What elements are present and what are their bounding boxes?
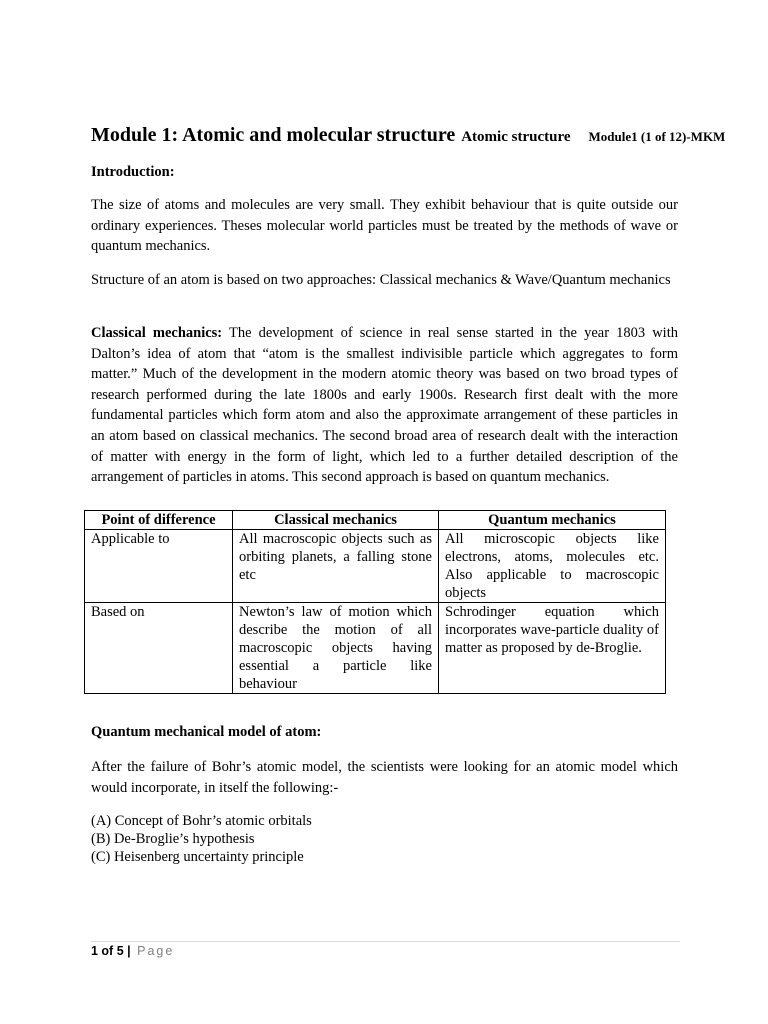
page-label: Page bbox=[137, 944, 175, 958]
module-reference: Module1 (1 of 12)-MKM bbox=[588, 129, 726, 144]
classical-mechanics-text: The development of science in real sense started in the year 1803 with Dalton’s idea of atom that “atom is the smallest indivisible particle which aggregates to form matter.” Much of the development in the modern atomic theory was based on two broad types of research performed during the late 1800s and early 1900s. Research first dealt with the more fundamental particles which form atom and also the approximate arrangement of these particles in an atom based on classical mechanics. The second broad area of research dealt with the interaction of matter with energy in the form of light, which led to a further detailed description of the arrangement of particles in atoms. This second approach is based on quantum mechanics. bbox=[91, 325, 678, 486]
title-line bbox=[91, 124, 726, 147]
introduction-paragraph-2: Structure of an atom is based on two approaches: Classical mechanics & Wave/Quantum mechanics bbox=[91, 272, 671, 288]
classical-mechanics-paragraph bbox=[91, 323, 678, 488]
introduction-heading: Introduction: bbox=[91, 164, 175, 180]
classical-mechanics-label: Classical mechanics: bbox=[91, 325, 223, 341]
list-item: (A) Concept of Bohr’s atomic orbitals bbox=[91, 813, 312, 829]
table-cell: Newton’s law of motion which describe the motion of all macroscopic objects having essential a particle like behaviour bbox=[233, 603, 439, 694]
table-cell: Applicable to bbox=[85, 530, 233, 603]
page-footer bbox=[91, 944, 174, 958]
quantum-model-intro: After the failure of Bohr’s atomic model, the scientists were looking for an atomic model which would incorporate, in itself the following:- bbox=[91, 759, 678, 796]
table-cell: All microscopic objects like electrons, atoms, molecules etc. Also applicable to macroscopic objects bbox=[439, 530, 666, 603]
page-subtitle: Atomic structure bbox=[461, 129, 571, 145]
table-row bbox=[85, 530, 666, 603]
table-header-cell: Quantum mechanics bbox=[439, 511, 666, 530]
footer-divider bbox=[91, 941, 680, 942]
footer-separator: | bbox=[127, 944, 131, 958]
table-row bbox=[85, 603, 666, 694]
table-cell: All macroscopic objects such as orbiting planets, a falling stone etc bbox=[233, 530, 439, 603]
introduction-paragraph-1: The size of atoms and molecules are very small. They exhibit behaviour that is quite outside our ordinary experiences. Theses molecular world particles must be treated by the methods of wave or quantum mechanics. bbox=[91, 197, 678, 255]
table-cell: Schrodinger equation which incorporates wave-particle duality of matter as proposed by de-Broglie. bbox=[439, 603, 666, 694]
page-number: 1 of 5 bbox=[91, 944, 124, 958]
quantum-model-heading: Quantum mechanical model of atom: bbox=[91, 724, 322, 740]
page-title: Module 1: Atomic and molecular structure bbox=[91, 124, 456, 146]
comparison-table bbox=[84, 510, 666, 694]
table-header-row bbox=[85, 511, 666, 530]
table-header-cell: Point of difference bbox=[85, 511, 233, 530]
table-cell: Based on bbox=[85, 603, 233, 694]
requirements-list bbox=[91, 812, 312, 866]
list-item: (C) Heisenberg uncertainty principle bbox=[91, 849, 304, 865]
list-item: (B) De-Broglie’s hypothesis bbox=[91, 831, 255, 847]
table-header-cell: Classical mechanics bbox=[233, 511, 439, 530]
